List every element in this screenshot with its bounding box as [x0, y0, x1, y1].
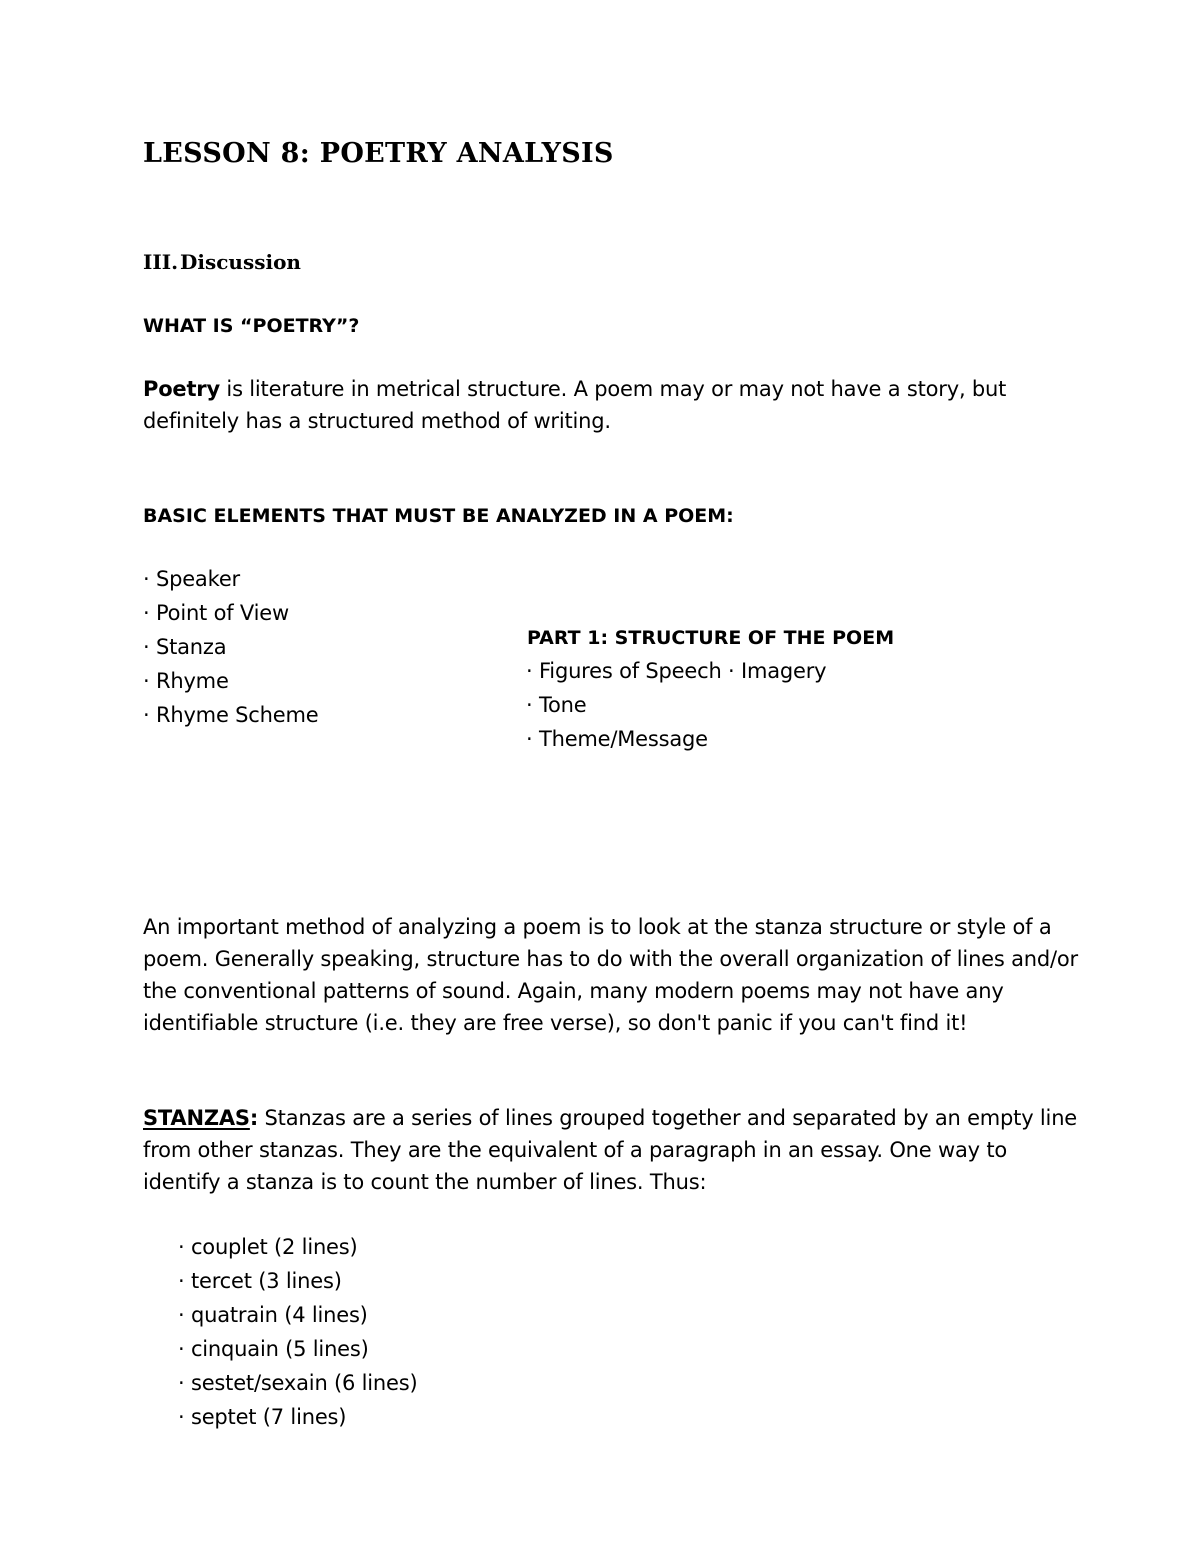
definition-text: is literature in metrical structure. A poem may or may not have a story, but definitely has a structured method of writing. — [143, 377, 1007, 433]
list-item: · Point of View — [143, 596, 318, 630]
part1-heading: PART 1: STRUCTURE OF THE POEM — [527, 627, 895, 649]
list-item: · Figures of Speech · Imagery — [526, 654, 826, 688]
what-is-poetry-heading: WHAT IS “POETRY”? — [143, 315, 360, 337]
list-item: · sestet/sexain (6 lines) — [178, 1366, 418, 1400]
list-item: · Rhyme — [143, 664, 318, 698]
elements-list-right — [526, 654, 826, 756]
stanzas-term: STANZAS — [143, 1106, 250, 1130]
list-item: · couplet (2 lines) — [178, 1230, 418, 1264]
section-number: III. — [143, 250, 179, 274]
list-item: · Speaker — [143, 562, 318, 596]
stanza-types-list — [178, 1230, 418, 1434]
list-item: · Theme/Message — [526, 722, 826, 756]
section-label: Discussion — [180, 250, 301, 274]
definition-term: Poetry — [143, 377, 220, 401]
list-item: · cinquain (5 lines) — [178, 1332, 418, 1366]
stanzas-paragraph — [143, 1102, 1078, 1198]
list-item: · septet (7 lines) — [178, 1400, 418, 1434]
basic-elements-heading: BASIC ELEMENTS THAT MUST BE ANALYZED IN A POEM: — [143, 505, 734, 527]
list-item: · Tone — [526, 688, 826, 722]
page-title: LESSON 8: POETRY ANALYSIS — [143, 138, 614, 169]
stanzas-colon: : — [249, 1106, 259, 1130]
stanzas-text: Stanzas are a series of lines grouped together and separated by an empty line from other stanzas. They are the equivalent of a paragraph in an essay. One way to identify a stanza is to count the number of lines. Thus: — [143, 1106, 1078, 1194]
list-item: · quatrain (4 lines) — [178, 1298, 418, 1332]
list-item: · Stanza — [143, 630, 318, 664]
structure-paragraph: An important method of analyzing a poem is to look at the stanza structure or style of a poem. Generally speaking, structure has to do with the overall organization of lines and/or the conventional patterns of sound. Again, many modern poems may not have any identifiable structure (i.e. they are free verse), so don't panic if you can't find it! — [143, 915, 1078, 1035]
list-item: · Rhyme Scheme — [143, 698, 318, 732]
poetry-definition — [143, 373, 1063, 437]
section-heading — [143, 250, 301, 274]
list-item: · tercet (3 lines) — [178, 1264, 418, 1298]
elements-list-left — [143, 562, 318, 732]
